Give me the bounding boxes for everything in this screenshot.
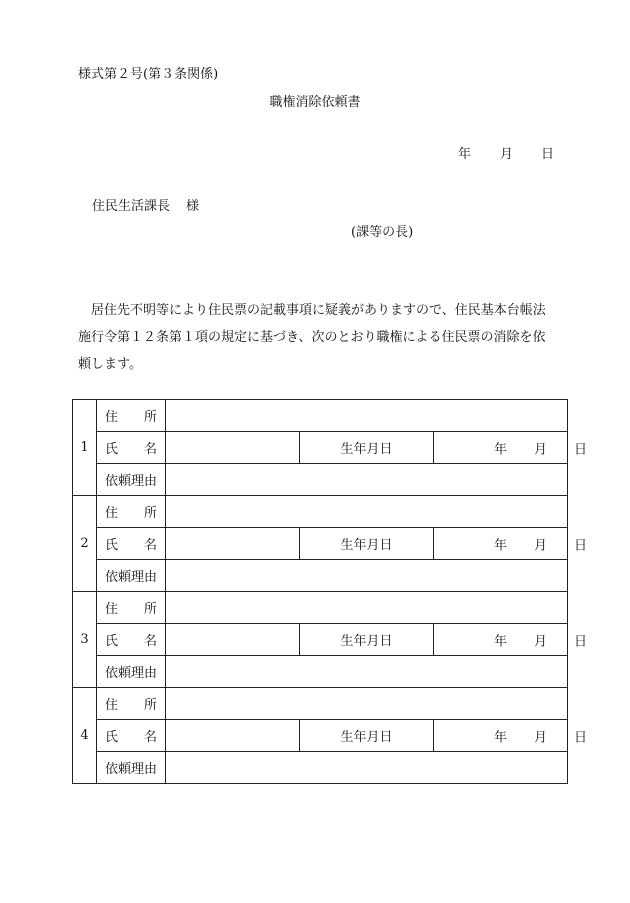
table-row [73, 496, 568, 528]
reason-label: 依頼理由 [97, 560, 166, 592]
addressee-note: (課等の長) [351, 225, 414, 240]
label-char: 所 [143, 506, 157, 521]
dob-label: 生年月日 [300, 528, 434, 560]
table-row [73, 464, 568, 496]
dob-day-label: 日 [574, 730, 588, 745]
table-row [73, 624, 568, 656]
dob-month-label: 月 [534, 442, 548, 457]
dob-day-label: 日 [574, 634, 588, 649]
record-number: 4 [73, 688, 97, 784]
dob-label: 生年月日 [300, 624, 434, 656]
dob-year-label: 年 [494, 442, 508, 457]
record-number: 2 [73, 496, 97, 592]
address-label [97, 688, 166, 720]
name-field[interactable] [166, 720, 300, 752]
label-char: 名 [143, 538, 157, 553]
dob-month-label: 月 [534, 634, 548, 649]
label-char: 氏 [105, 634, 119, 649]
name-label [97, 720, 166, 752]
addressee-honorific: 様 [186, 199, 200, 214]
label-char: 住 [105, 410, 119, 425]
body-line-3: 頼します。 [78, 357, 142, 372]
table-row [73, 400, 568, 432]
records-table [72, 399, 588, 784]
dob-month-label: 月 [534, 538, 548, 553]
table-row [73, 592, 568, 624]
table-row [73, 720, 568, 752]
label-char: 所 [143, 602, 157, 617]
label-char: 氏 [105, 538, 119, 553]
dob-label: 生年月日 [300, 432, 434, 464]
record-number: 3 [73, 592, 97, 688]
name-label [97, 528, 166, 560]
form-number: 様式第２号(第３条関係) [78, 67, 219, 82]
dob-day-label: 日 [574, 538, 588, 553]
name-field[interactable] [166, 528, 300, 560]
address-label [97, 400, 166, 432]
label-char: 名 [143, 442, 157, 457]
name-field[interactable] [166, 432, 300, 464]
reason-field[interactable] [166, 656, 568, 688]
table-row [73, 528, 568, 560]
reason-field[interactable] [166, 560, 568, 592]
name-label [97, 624, 166, 656]
dob-year-label: 年 [494, 538, 508, 553]
label-char: 住 [105, 698, 119, 713]
table-row [73, 432, 568, 464]
body-line-1: 居住先不明等により住民票の記載事項に疑義がありますので、住民基本台帳法 [91, 303, 546, 318]
address-field[interactable] [166, 688, 568, 720]
body-line-2: 施行令第１２条第１項の規定に基づき、次のとおり職権による住民票の消除を依 [78, 330, 546, 345]
dob-year-label: 年 [494, 730, 508, 745]
table-row [73, 656, 568, 688]
reason-field[interactable] [166, 752, 568, 784]
date-month-label: 月 [500, 147, 514, 162]
label-char: 住 [105, 602, 119, 617]
reason-label: 依頼理由 [97, 464, 166, 496]
address-label [97, 592, 166, 624]
table-row [73, 688, 568, 720]
label-char: 氏 [105, 442, 119, 457]
record-number: 1 [73, 400, 97, 496]
name-label [97, 432, 166, 464]
label-char: 名 [143, 730, 157, 745]
dob-field[interactable] [434, 624, 588, 656]
date-year-label: 年 [458, 147, 472, 162]
address-field[interactable] [166, 496, 568, 528]
label-char: 所 [143, 410, 157, 425]
table-row [73, 560, 568, 592]
address-field[interactable] [166, 400, 568, 432]
addressee-name: 住民生活課長 [92, 199, 171, 214]
label-char: 氏 [105, 730, 119, 745]
dob-field[interactable] [434, 528, 588, 560]
address-field[interactable] [166, 592, 568, 624]
label-char: 住 [105, 506, 119, 521]
dob-year-label: 年 [494, 634, 508, 649]
reason-field[interactable] [166, 464, 568, 496]
dob-field[interactable] [434, 720, 588, 752]
date-day-label: 日 [541, 147, 555, 162]
request-body-text [78, 297, 578, 378]
name-field[interactable] [166, 624, 300, 656]
reason-label: 依頼理由 [97, 752, 166, 784]
label-char: 名 [143, 634, 157, 649]
document-title: 職権消除依頼書 [269, 95, 361, 110]
table-row [73, 752, 568, 784]
dob-day-label: 日 [574, 442, 588, 457]
label-char: 所 [143, 698, 157, 713]
dob-field[interactable] [434, 432, 588, 464]
dob-label: 生年月日 [300, 720, 434, 752]
reason-label: 依頼理由 [97, 656, 166, 688]
dob-month-label: 月 [534, 730, 548, 745]
address-label [97, 496, 166, 528]
